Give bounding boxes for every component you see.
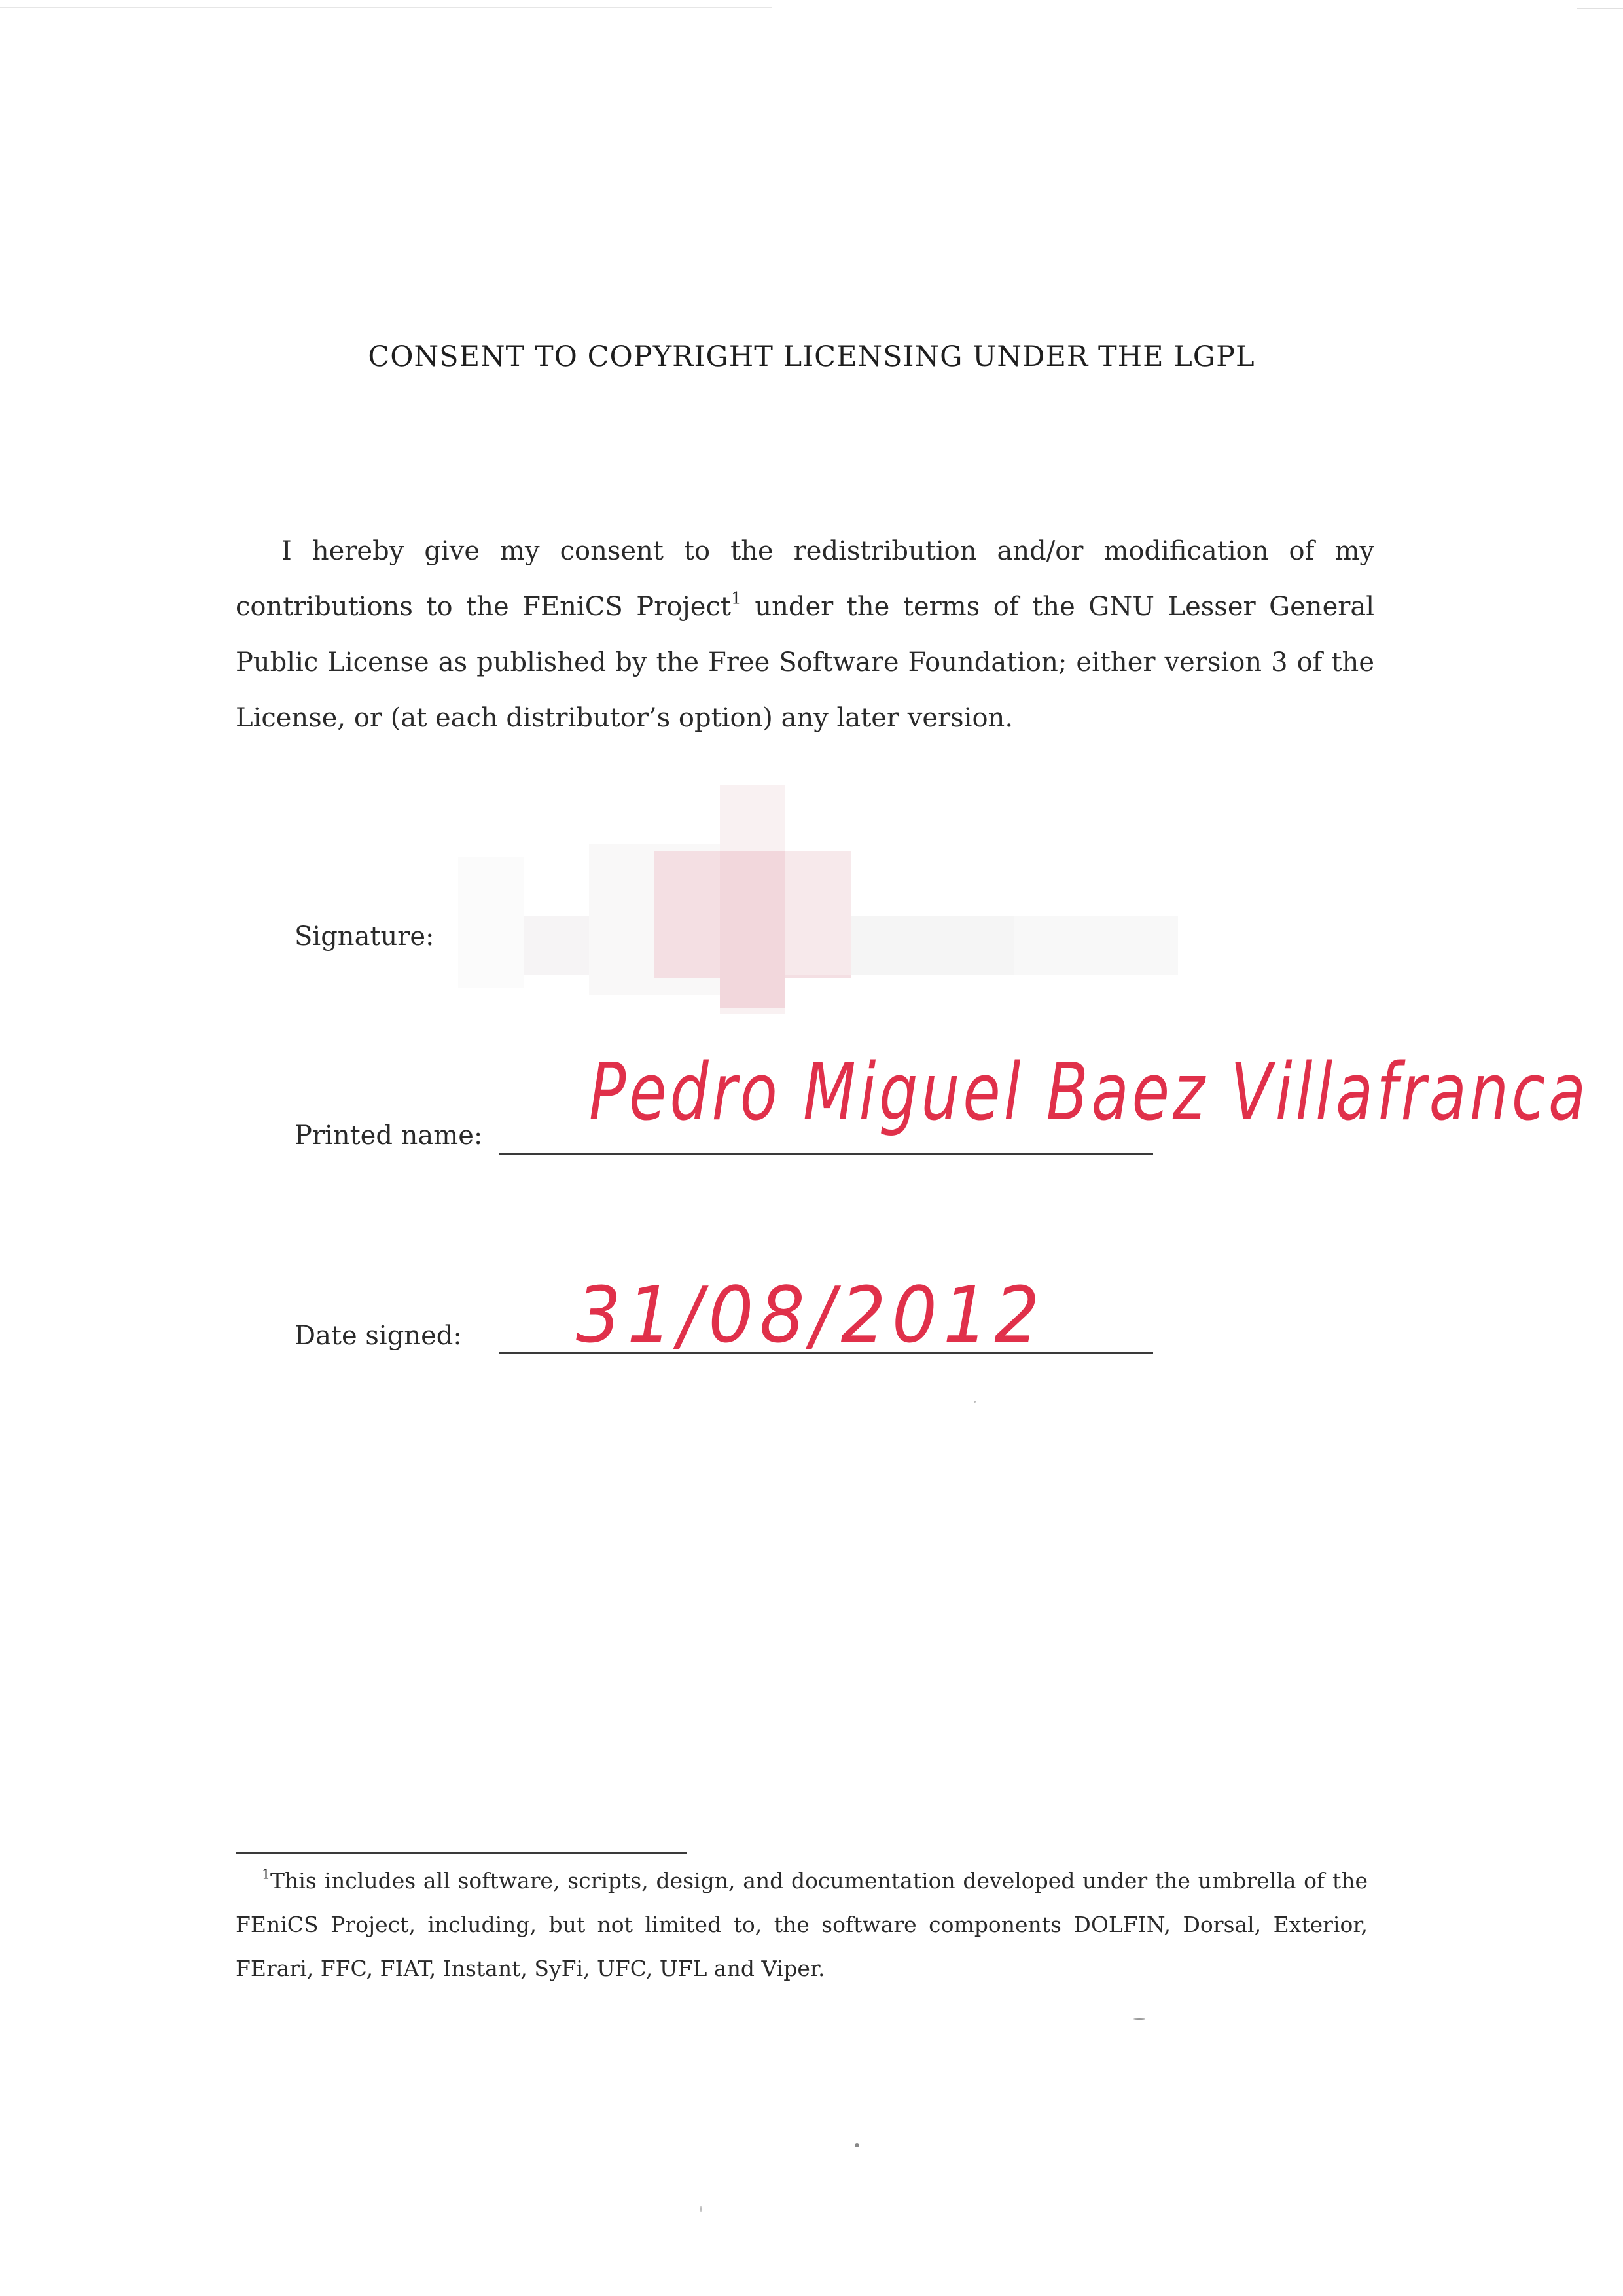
footnote-number: 1: [262, 1866, 271, 1882]
scan-edge-line-right: [1577, 8, 1623, 9]
document-title: CONSENT TO COPYRIGHT LICENSING UNDER THE LGPL: [368, 340, 1255, 373]
printed-name-line: [499, 1153, 1153, 1155]
printed-name-label: Printed name:: [294, 1121, 483, 1151]
footnote: [236, 1859, 1368, 1990]
signature-label: Signature:: [294, 922, 435, 952]
printed-name-value: Pedro Miguel Baez Villafranca: [589, 1047, 1589, 1138]
scan-speck: [700, 2206, 702, 2212]
scan-speck: [974, 1401, 976, 1403]
scan-speck: [855, 2143, 859, 2147]
consent-text-start: I hereby give my consent to the redistribution and/or modification of my contributions to the FEniCS Project: [236, 536, 1374, 622]
date-signed-label: Date signed:: [294, 1321, 462, 1351]
footnote-body: This includes all software, scripts, design, and documentation developed under the umbrella of the FEniCS Project, including, but not limited to, the software components DOLFIN, Dorsal, Exterior, FErari, FFC, FIAT, Instant, SyFi, UFC, UFL and Viper.: [236, 1868, 1368, 1981]
consent-text-end: under the terms of the GNU Lesser General Public License as published by the Free Software Foundation; either version 3 of the License, or (at each distributor’s option) any later version.: [236, 592, 1375, 733]
consent-paragraph: [236, 524, 1374, 746]
footnote-reference: 1: [730, 588, 741, 608]
date-signed-value: 31/08/2012: [576, 1270, 1046, 1360]
redacted-signature: [458, 785, 1178, 1014]
scan-speck: [1133, 2018, 1145, 2020]
footnote-separator: [236, 1852, 687, 1854]
scan-edge-line: [0, 7, 772, 8]
